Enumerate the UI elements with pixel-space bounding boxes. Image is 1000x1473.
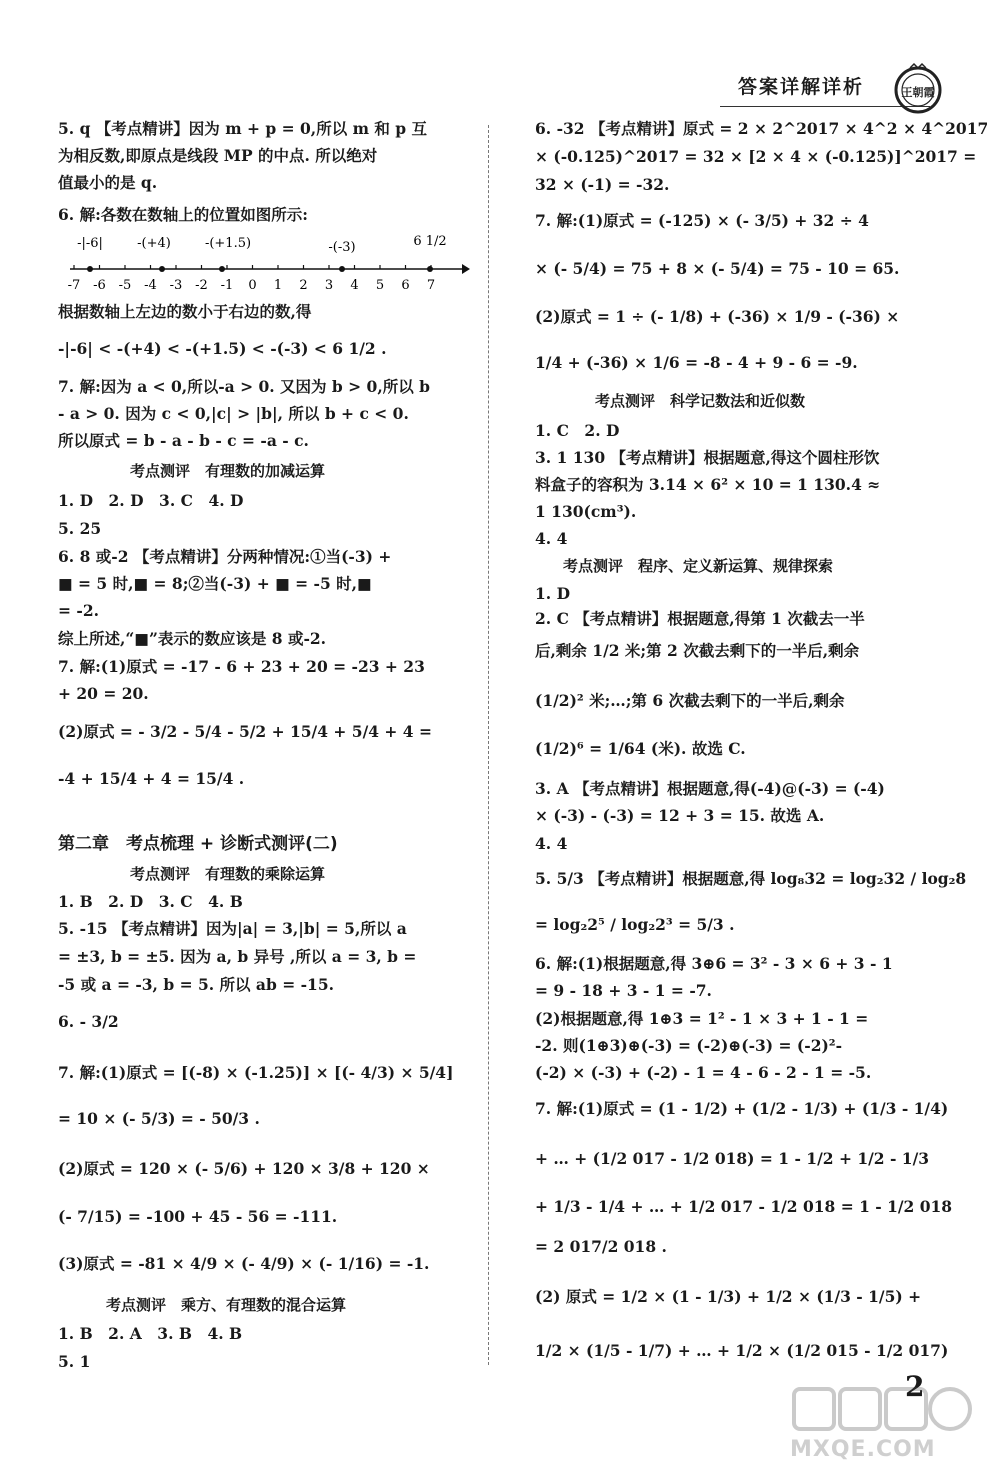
text-line: (2)原式 = 120 × (- 5/6) + 120 × 3/8 + 120 × — [58, 1159, 430, 1178]
text-line: -2. 则(1⊕3)⊕(-3) = (-2)⊕(-3) = (-2)²- — [535, 1036, 843, 1055]
text-line: (2)根据题意,得 1⊕3 = 1² - 1 × 3 + 1 - 1 = — [535, 1009, 869, 1028]
text-line: 1 130(cm³). — [535, 502, 637, 521]
text-line: × (-0.125)^2017 = 32 × [2 × 4 × (-0.125)]^2017 = — [535, 147, 977, 166]
text-line: 根据数轴上左边的数小于右边的数,得 — [58, 302, 312, 321]
text-line: (2) 原式 = 1/2 × (1 - 1/3) + 1/2 × (1/3 - 1/5) + — [535, 1287, 922, 1306]
text-line: 6. 解:各数在数轴上的位置如图所示: — [58, 205, 309, 224]
text-line: + 20 = 20. — [58, 684, 149, 703]
text-line: × (- 5/4) = 75 + 8 × (- 5/4) = 75 - 10 = 65. — [535, 259, 900, 278]
text-line: 4. 4 — [535, 529, 568, 548]
text-line: (- 7/15) = -100 + 45 - 56 = -111. — [58, 1207, 338, 1226]
text-line: (3)原式 = -81 × 4/9 × (- 4/9) × (- 1/16) = -1. — [58, 1254, 430, 1273]
text-line: = ±3, b = ±5. 因为 a, b 异号 ,所以 a = 3, b = — [58, 947, 417, 966]
text-line: 7. 解:(1)原式 = (1 - 1/2) + (1/2 - 1/3) + (1/3 - 1/4) — [535, 1099, 949, 1118]
text-line: 5. 5/3 【考点精讲】根据题意,得 log₈32 = log₂32 / log₂8 — [535, 869, 967, 888]
text-line: 3. 1 130 【考点精讲】根据题意,得这个圆柱形饮 — [535, 448, 880, 467]
text-line: 7. 解:(1)原式 = [(-8) × (-1.25)] × [(- 4/3) × 5/4] — [58, 1063, 454, 1082]
watermark — [790, 1385, 980, 1465]
text-line: 1. D — [535, 584, 571, 603]
number-line-tick-label: 3 — [324, 278, 334, 293]
column-divider — [488, 125, 489, 1365]
watermark-stamp-icon — [790, 1385, 980, 1437]
watermark-text: MXQE.COM — [790, 1437, 936, 1462]
text-line: 1. C 2. D — [535, 421, 620, 440]
number-line-tick-label: -6 — [93, 278, 106, 293]
number-line — [58, 233, 470, 295]
text-line: 7. 解:(1)原式 = -17 - 6 + 23 + 20 = -23 + 23 — [58, 657, 425, 676]
text-line: 2. C 【考点精讲】根据题意,得第 1 次截去一半 — [535, 609, 865, 628]
text-line: = 10 × (- 5/3) = - 50/3 . — [58, 1109, 260, 1128]
text-line: 4. 4 — [535, 834, 568, 853]
number-line-tick-label: 0 — [248, 278, 257, 293]
text-line: 5. q 【考点精讲】因为 m + p = 0,所以 m 和 p 互 — [58, 119, 428, 138]
page-number: 2 — [905, 1370, 925, 1403]
section-heading: 考点测评 程序、定义新运算、规律探索 — [563, 557, 834, 575]
text-line: -|-6| < -(+4) < -(+1.5) < -(-3) < 6 1/2 . — [58, 339, 387, 358]
number-line-tick-label: -5 — [118, 278, 132, 293]
chapter-heading: 第二章 考点梳理 + 诊断式测评(二) — [58, 834, 338, 854]
brand-logo-icon — [890, 60, 946, 116]
text-line: = 9 - 18 + 3 - 1 = -7. — [535, 981, 712, 1000]
text-line: 5. -15 【考点精讲】因为|a| = 3,|b| = 5,所以 a — [58, 919, 407, 938]
text-line: 所以原式 = b - a - b - c = -a - c. — [58, 431, 309, 450]
number-line-tick-label: -3 — [169, 278, 183, 293]
text-line: 料盒子的容积为 3.14 × 6² × 10 = 1 130.4 ≈ — [535, 475, 881, 494]
text-line: 5. 1 — [58, 1352, 91, 1371]
text-line: (1/2)⁶ = 1/64 (米). 故选 C. — [535, 739, 746, 758]
number-line-tick-label: -7 — [67, 278, 81, 293]
text-line: 1. B 2. A 3. B 4. B — [58, 1324, 243, 1343]
text-line: (1/2)² 米;…;第 6 次截去剩下的一半后,剩余 — [535, 691, 845, 710]
header-title: 答案详解详析 — [738, 76, 865, 98]
text-line: -4 + 15/4 + 4 = 15/4 . — [58, 769, 245, 788]
svg-text:王朝霞: 王朝霞 — [901, 86, 935, 99]
text-line: 6. 8 或-2 【考点精讲】分两种情况:①当(-3) + — [58, 547, 392, 566]
text-line: 1. B 2. D 3. C 4. B — [58, 892, 243, 911]
text-line: 为相反数,即原点是线段 MP 的中点. 所以绝对 — [58, 146, 378, 165]
section-heading: 考点测评 有理数的乘除运算 — [130, 865, 326, 883]
text-line: - a > 0. 因为 c < 0,|c| > |b|, 所以 b + c < 0. — [58, 404, 409, 423]
text-line: ■ = 5 时,■ = 8;②当(-3) + ■ = -5 时,■ — [58, 574, 372, 593]
text-line: (-2) × (-3) + (-2) - 1 = 4 - 6 - 2 - 1 = -5. — [535, 1063, 872, 1082]
text-line: 1/4 + (-36) × 1/6 = -8 - 4 + 9 - 6 = -9. — [535, 353, 858, 372]
number-line-tick-label: -4 — [144, 278, 157, 293]
text-line: 6. 解:(1)根据题意,得 3⊕6 = 3² - 3 × 6 + 3 - 1 — [535, 954, 893, 973]
number-line-label: -(-3) — [328, 240, 356, 255]
text-line: × (-3) - (-3) = 12 + 3 = 15. 故选 A. — [535, 806, 825, 825]
number-line-tick-label: 7 — [426, 278, 436, 293]
number-line-tick-label: -2 — [195, 278, 208, 293]
text-line: 6. - 3/2 — [58, 1012, 119, 1031]
number-line-label: 6 1/2 — [413, 234, 447, 249]
text-line: 6. -32 【考点精讲】原式 = 2 × 2^2017 × 4^2 × 4^2017 — [535, 119, 989, 138]
text-line: = 2 017/2 018 . — [535, 1237, 667, 1256]
number-line-tick-label: 1 — [273, 278, 283, 293]
text-line: + … + (1/2 017 - 1/2 018) = 1 - 1/2 + 1/2 - 1/3 — [535, 1149, 930, 1168]
number-line-tick-label: 2 — [299, 278, 308, 293]
text-line: 值最小的是 q. — [58, 173, 158, 192]
number-line-tick-label: 5 — [375, 278, 385, 293]
text-line: 1. D 2. D 3. C 4. D — [58, 491, 244, 510]
text-line: 3. A 【考点精讲】根据题意,得(-4)@(-3) = (-4) — [535, 779, 885, 798]
number-line-label: -(+1.5) — [204, 236, 252, 251]
text-line: 1/2 × (1/5 - 1/7) + … + 1/2 × (1/2 015 - 1/2 017) — [535, 1341, 949, 1360]
text-line: = -2. — [58, 601, 99, 620]
number-line-tick-label: 4 — [350, 278, 359, 293]
text-line: 32 × (-1) = -32. — [535, 175, 670, 194]
section-heading: 考点测评 科学记数法和近似数 — [595, 392, 806, 410]
text-line: -5 或 a = -3, b = 5. 所以 ab = -15. — [58, 975, 334, 994]
text-line: 5. 25 — [58, 519, 102, 538]
section-heading: 考点测评 有理数的加减运算 — [130, 462, 326, 480]
text-line: 7. 解:因为 a < 0,所以-a > 0. 又因为 b > 0,所以 b — [58, 377, 430, 396]
text-line: (2)原式 = - 3/2 - 5/4 - 5/2 + 15/4 + 5/4 + 4 = — [58, 722, 432, 741]
number-line-tick-label: 6 — [401, 278, 410, 293]
number-line-tick-label: -1 — [220, 278, 234, 293]
text-line: 后,剩余 1/2 米;第 2 次截去剩下的一半后,剩余 — [535, 641, 860, 660]
section-heading: 考点测评 乘方、有理数的混合运算 — [106, 1296, 347, 1314]
text-line: 7. 解:(1)原式 = (-125) × (- 3/5) + 32 ÷ 4 — [535, 211, 869, 230]
number-line-label: -(+4) — [137, 236, 171, 251]
text-line: 综上所述,“■”表示的数应该是 8 或-2. — [58, 629, 327, 648]
number-line-label: -|-6| — [77, 236, 103, 251]
text-line: + 1/3 - 1/4 + … + 1/2 017 - 1/2 018 = 1 - 1/2 018 — [535, 1197, 953, 1216]
text-line: (2)原式 = 1 ÷ (- 1/8) + (-36) × 1/9 - (-36) × — [535, 307, 900, 326]
text-line: = log₂2⁵ / log₂2³ = 5/3 . — [535, 915, 735, 934]
